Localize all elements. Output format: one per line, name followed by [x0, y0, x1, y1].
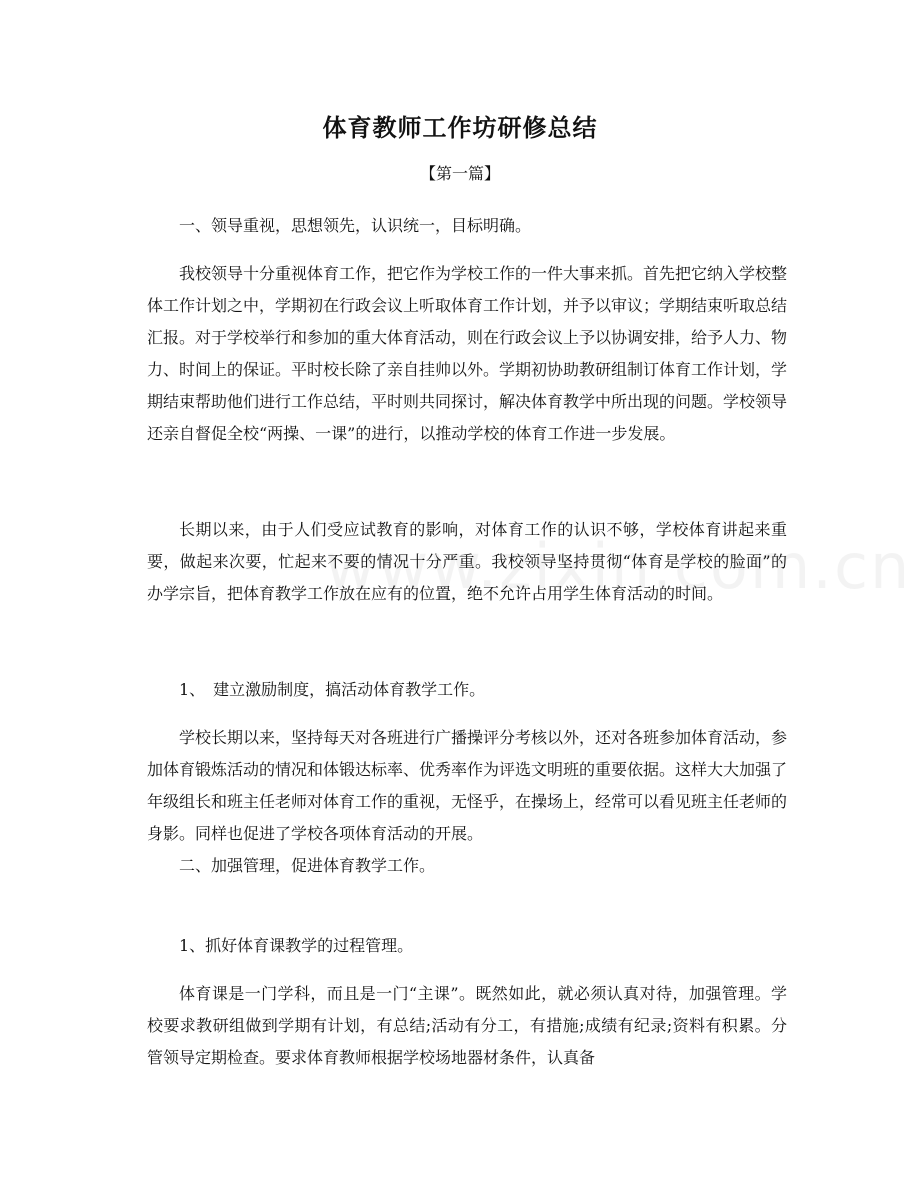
body-paragraph: 我校领导十分重视体育工作，把它作为学校工作的一件大事来抓。首先把它纳入学校整体工作计划之中，学期初在行政会议上听取体育工作计划，并予以审议；学期结束听取总结汇报。对于学校举行和参加的重大体育活动，则在行政会议上予以协调安排，给予人力、物力、时间上的保证。平时校长除了亲自挂帅以外。学期初协助教研组制订体育工作计划，学期结束帮助他们进行工作总结，平时则共同探讨，解决体育教学中所出现的问题。学校领导还亲自督促全校“两操、一课”的进行，以推动学校的体育工作进一步发展。: [147, 264, 788, 443]
section-heading: 1、 建立激励制度，搞活动体育教学工作。: [179, 680, 486, 699]
section-heading: 1、抓好体育课教学的过程管理。: [179, 936, 414, 955]
body-paragraph: 学校长期以来，坚持每天对各班进行广播操评分考核以外，还对各班参加体育活动，参加体育锻炼活动的情况和体锻达标率、优秀率作为评选文明班的重要依据。这样大大加强了年级组长和班主任老师对体育工作的重视，无怪乎，在操场上，经常可以看见班主任老师的身影。同样也促进了学校各项体育活动的开展。: [147, 728, 788, 843]
document-title: 体育教师工作坊研修总结: [322, 113, 598, 142]
section-label: 【第一篇】: [419, 164, 500, 183]
body-paragraph: 体育课是一门学科，而且是一门“主课”。既然如此，就必须认真对待，加强管理。学校要求教研组做到学期有计划，有总结;活动有分工，有措施;成绩有纪录;资料有积累。分管领导定期检查。要求体育教师根据学校场地器材条件，认真备: [147, 984, 787, 1067]
body-paragraph: 长期以来，由于人们受应试教育的影响，对体育工作的认识不够，学校体育讲起来重要，做起来次要，忙起来不要的情况十分严重。我校领导坚持贯彻“体育是学校的脸面”的办学宗旨，把体育教学工作放在应有的位置，绝不允许占用学生体育活动的时间。: [147, 520, 787, 603]
section-heading: 一、领导重视，思想领先，认识统一，目标明确。: [179, 216, 532, 235]
section-heading: 二、加强管理，促进体育教学工作。: [179, 856, 436, 875]
